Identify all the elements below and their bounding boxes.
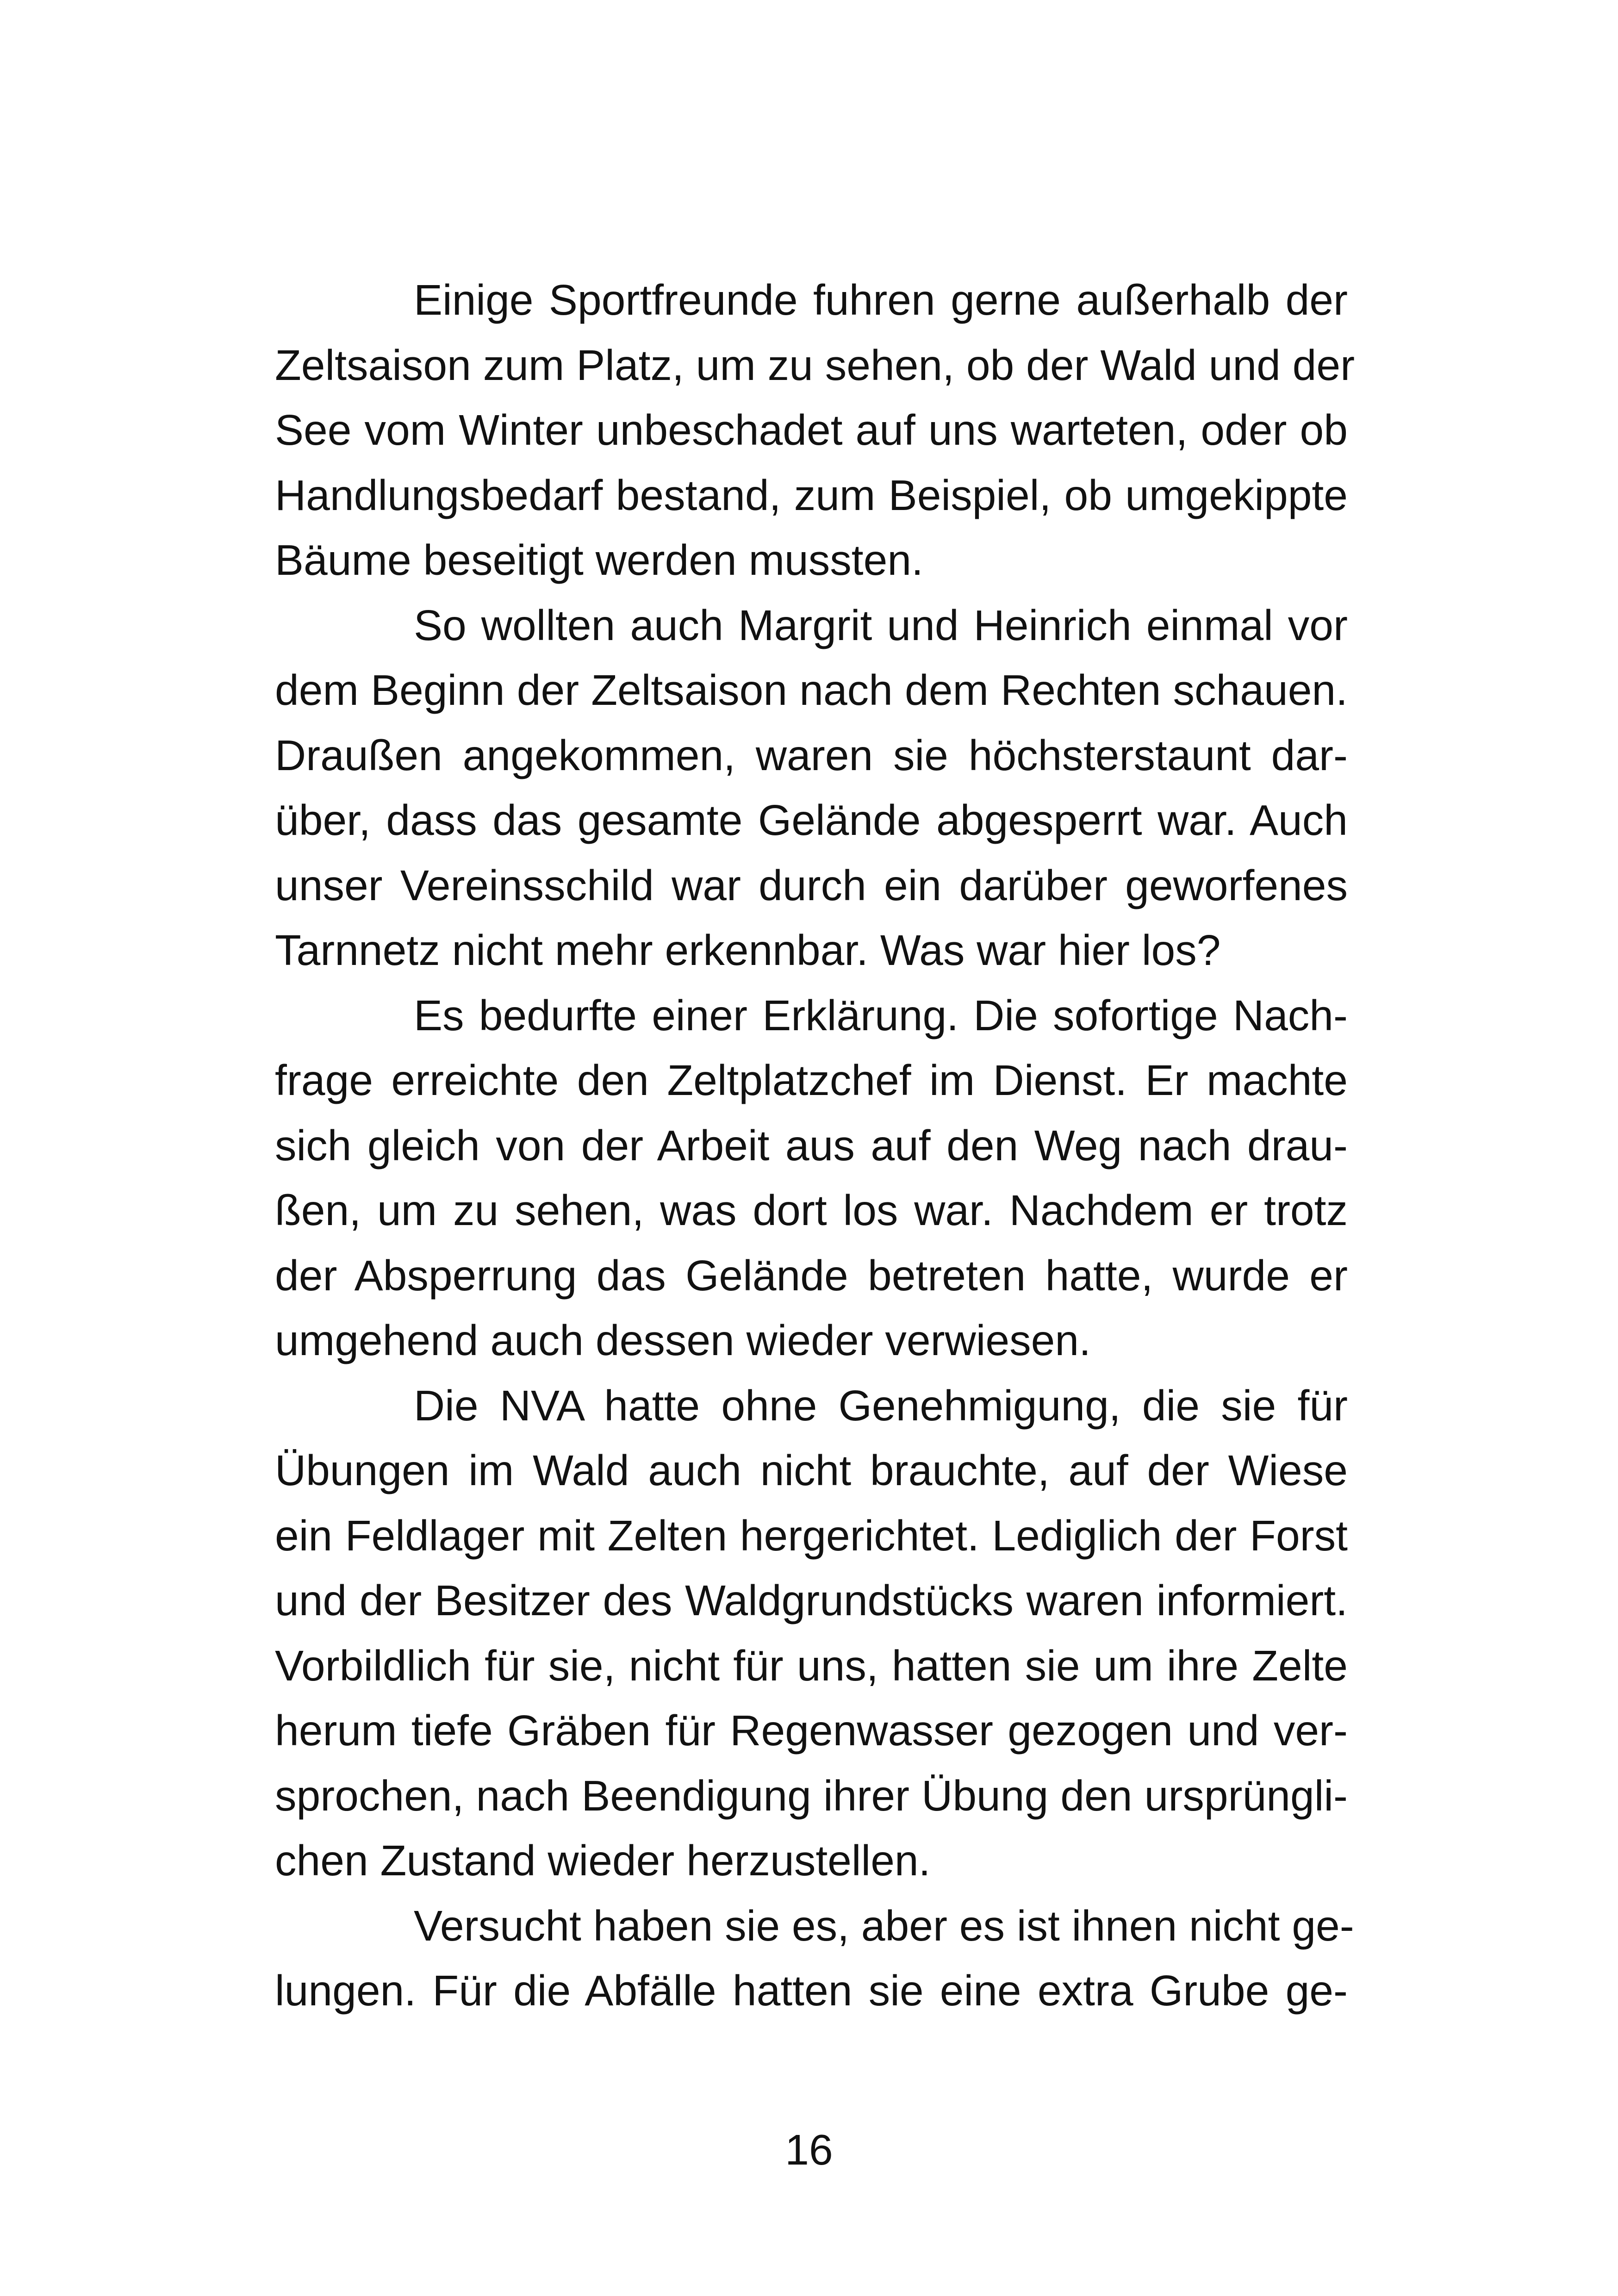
text-line: chen Zustand wieder herzustellen.: [275, 1836, 931, 1885]
text-line: Einige Sportfreunde fuhren gerne außerhalb der: [414, 276, 1348, 324]
text-line: Zeltsaison zum Platz, um zu sehen, ob der Wald und der: [275, 341, 1355, 389]
text-line: Versucht haben sie es, aber es ist ihnen nicht ge-: [414, 1901, 1354, 1950]
text-line: Draußen angekommen, waren sie höchsterstaunt dar-: [275, 731, 1348, 779]
text-line: Handlungsbedarf bestand, zum Beispiel, ob umgekippte: [275, 471, 1348, 519]
text-line: sich gleich von der Arbeit aus auf den Weg nach drau-: [275, 1121, 1348, 1170]
text-line: und der Besitzer des Waldgrundstücks waren informiert.: [275, 1576, 1348, 1624]
text-line: lungen. Für die Abfälle hatten sie eine extra Grube ge-: [275, 1966, 1348, 2015]
text-line: unser Vereinsschild war durch ein darüber geworfenes: [275, 861, 1348, 909]
text-line: ein Feldlager mit Zelten hergerichtet. Lediglich der Forst: [275, 1511, 1348, 1560]
text-line: So wollten auch Margrit und Heinrich einmal vor: [414, 601, 1348, 649]
text-line: Bäume beseitigt werden mussten.: [275, 536, 923, 584]
text-line: Vorbildlich für sie, nicht für uns, hatten sie um ihre Zelte: [275, 1641, 1348, 1690]
text-line: Die NVA hatte ohne Genehmigung, die sie für: [414, 1381, 1348, 1430]
text-line: dem Beginn der Zeltsaison nach dem Rechten schauen.: [275, 666, 1348, 714]
text-line: ßen, um zu sehen, was dort los war. Nachdem er trotz: [275, 1186, 1348, 1234]
text-line: der Absperrung das Gelände betreten hatte, wurde er: [275, 1251, 1348, 1300]
page-number: 16: [785, 2126, 833, 2174]
text-line: Tarnnetz nicht mehr erkennbar. Was war hier los?: [275, 926, 1221, 974]
text-line: herum tiefe Gräben für Regenwasser gezogen und ver-: [275, 1706, 1348, 1755]
text-line: umgehend auch dessen wieder verwiesen.: [275, 1316, 1091, 1364]
text-line: See vom Winter unbeschadet auf uns warteten, oder ob: [275, 406, 1348, 454]
text-line: Übungen im Wald auch nicht brauchte, auf der Wiese: [275, 1446, 1348, 1494]
body-text: [275, 268, 1355, 2023]
text-line: über, dass das gesamte Gelände abgesperrt war. Auch: [275, 796, 1348, 844]
text-line: frage erreichte den Zeltplatzchef im Dienst. Er machte: [275, 1056, 1348, 1104]
text-line: Es bedurfte einer Erklärung. Die sofortige Nach-: [414, 991, 1348, 1039]
text-line: sprochen, nach Beendigung ihrer Übung den ursprüngli-: [275, 1771, 1348, 1820]
